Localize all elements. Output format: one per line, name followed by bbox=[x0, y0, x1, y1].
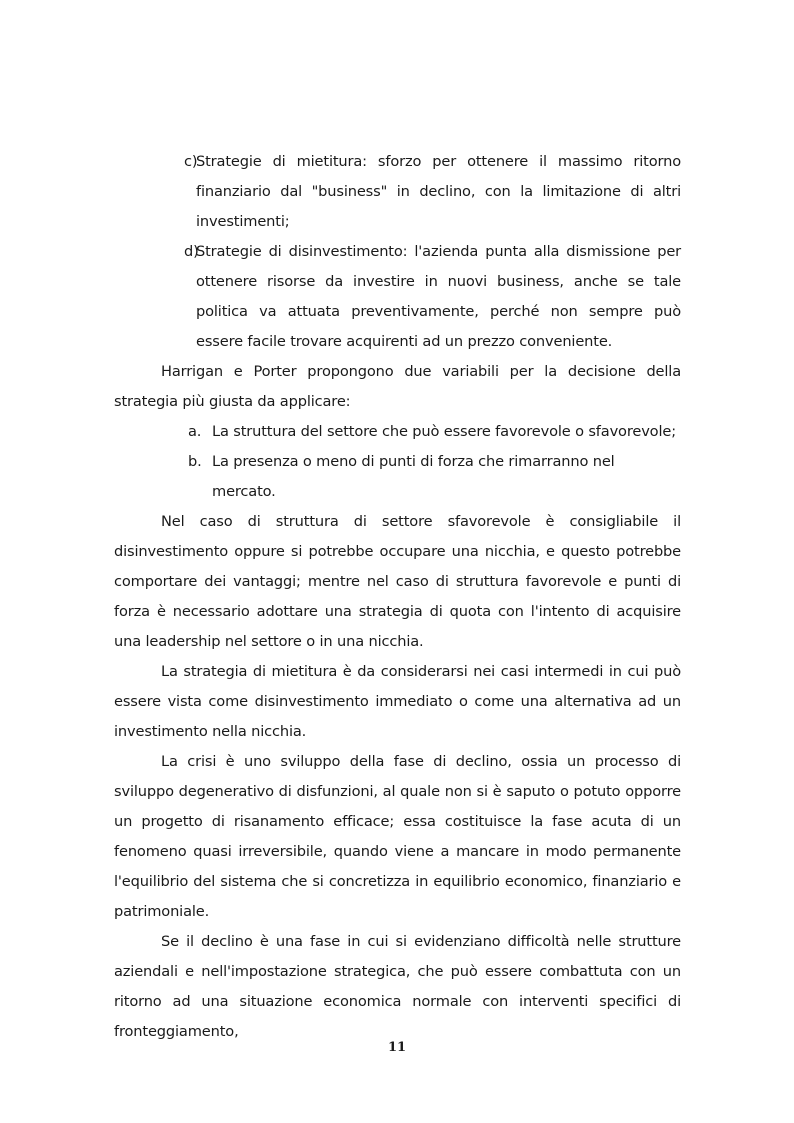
list-item-a bbox=[114, 417, 681, 447]
list-marker: b. bbox=[188, 453, 202, 470]
paragraph-struttura-settore: Nel caso di struttura di settore sfavorevole è consigliabile il disinvestimento oppure si potrebbe occupare una nicchia, e questo potrebbe comportare dei vantaggi; mentre nel caso di struttura favorevole e punti di forza è necessario adottare una strategia di quota con l'intento di acquisire una leadership nel settore o in una nicchia. bbox=[114, 513, 681, 650]
page-number: 11 bbox=[387, 1040, 407, 1055]
list-marker: d) bbox=[184, 243, 199, 260]
paragraph-crisi: La crisi è uno sviluppo della fase di declino, ossia un processo di sviluppo degenerativo di disfunzioni, al quale non si è saputo o potuto opporre un progetto di risanamento efficace; essa costituisce la fase acuta di un fenomeno quasi irreversibile, quando viene a mancare in modo permanente l'equilibrio del sistema che si concretizza in equilibrio economico, finanziario e patrimoniale. bbox=[114, 753, 681, 920]
page-body bbox=[114, 147, 681, 1047]
list-marker: c) bbox=[184, 153, 198, 170]
list-item-text: Strategie di disinvestimento: l'azienda punta alla dismissione per ottenere risorse da investire in nuovi business, anche se tale politica va attuata preventivamente, perché non sempre può essere facile trovare acquirenti ad un prezzo conveniente. bbox=[196, 243, 681, 350]
list-item-c bbox=[114, 147, 681, 237]
list-item-d bbox=[114, 237, 681, 357]
list-marker: a. bbox=[188, 423, 202, 440]
paragraph-declino: Se il declino è una fase in cui si evidenziano difficoltà nelle strutture aziendali e nell'impostazione strategica, che può essere combattuta con un ritorno ad una situazione economica normale con interventi specifici di fronteggiamento, bbox=[114, 933, 681, 1040]
paragraph-harrigan-porter: Harrigan e Porter propongono due variabili per la decisione della strategia più giusta da applicare: bbox=[114, 363, 681, 410]
list-item-text: La struttura del settore che può essere favorevole o sfavorevole; bbox=[212, 423, 676, 440]
list-item-b bbox=[114, 447, 681, 507]
list-item-text: Strategie di mietitura: sforzo per ottenere il massimo ritorno finanziario dal "business" in declino, con la limitazione di altri investimenti; bbox=[196, 153, 681, 230]
paragraph-strategia-mietitura: La strategia di mietitura è da considerarsi nei casi intermedi in cui può essere vista come disinvestimento immediato o come una alternativa ad un investimento nella nicchia. bbox=[114, 663, 681, 740]
list-item-text: La presenza o meno di punti di forza che rimarranno nel mercato. bbox=[212, 453, 615, 500]
